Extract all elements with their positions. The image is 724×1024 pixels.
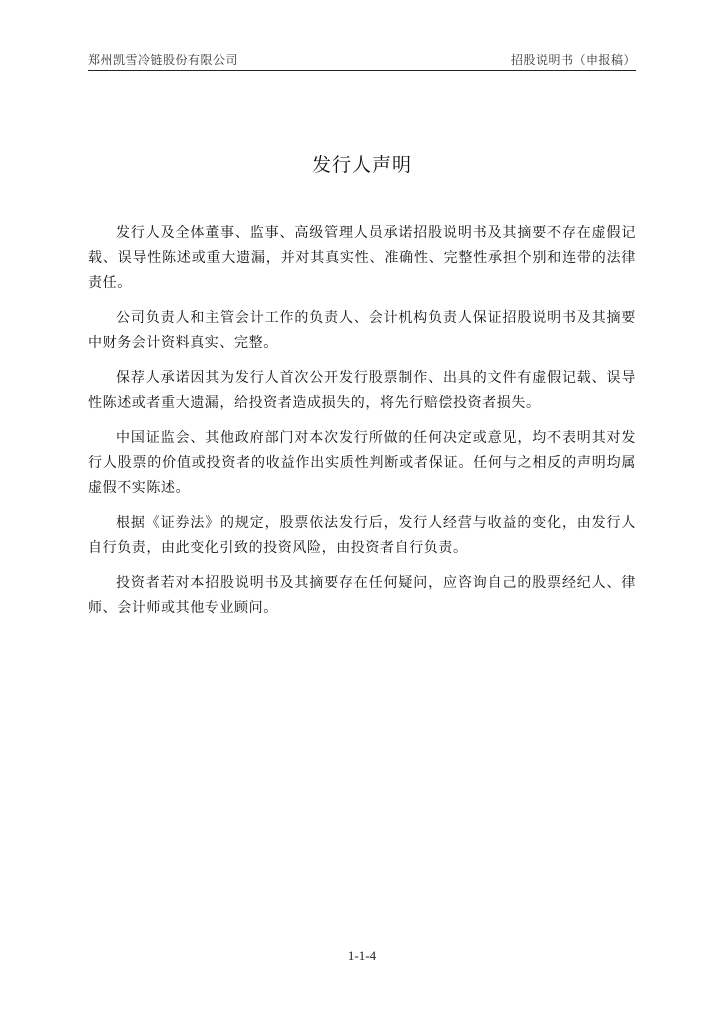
- header-company-name: 郑州凯雪冷链股份有限公司: [88, 53, 239, 67]
- paragraph-3: 保荐人承诺因其为发行人首次公开发行股票制作、出具的文件有虚假记载、误导性陈述或者重大遗漏，给投资者造成损失的，将先行赔偿投资者损失。: [88, 370, 636, 411]
- paragraph-1: 发行人及全体董事、监事、高级管理人员承诺招股说明书及其摘要不存在虚假记载、误导性陈述或重大遗漏，并对其真实性、准确性、完整性承担个别和连带的法律责任。: [88, 225, 636, 291]
- page-header: [88, 50, 636, 71]
- paragraph-5: 根据《证券法》的规定，股票依法发行后，发行人经营与收益的变化，由发行人自行负责，由此变化引致的投资风险，由投资者自行负责。: [88, 515, 636, 556]
- page-number: 1-1-4: [347, 948, 377, 963]
- page-title: 发行人声明: [311, 154, 412, 176]
- paragraph-4: 中国证监会、其他政府部门对本次发行所做的任何决定或意见，均不表明其对发行人股票的价值或投资者的收益作出实质性判断或者保证。任何与之相反的声明均属虚假不实陈述。: [88, 430, 636, 496]
- header-document-type: 招股说明书（申报稿）: [510, 53, 636, 67]
- paragraph-2: 公司负责人和主管会计工作的负责人、会计机构负责人保证招股说明书及其摘要中财务会计资料真实、完整。: [88, 310, 636, 351]
- paragraph-6: 投资者若对本招股说明书及其摘要存在任何疑问，应咨询自己的股票经纪人、律师、会计师或其他专业顾问。: [88, 575, 636, 616]
- statement-body: [88, 221, 636, 631]
